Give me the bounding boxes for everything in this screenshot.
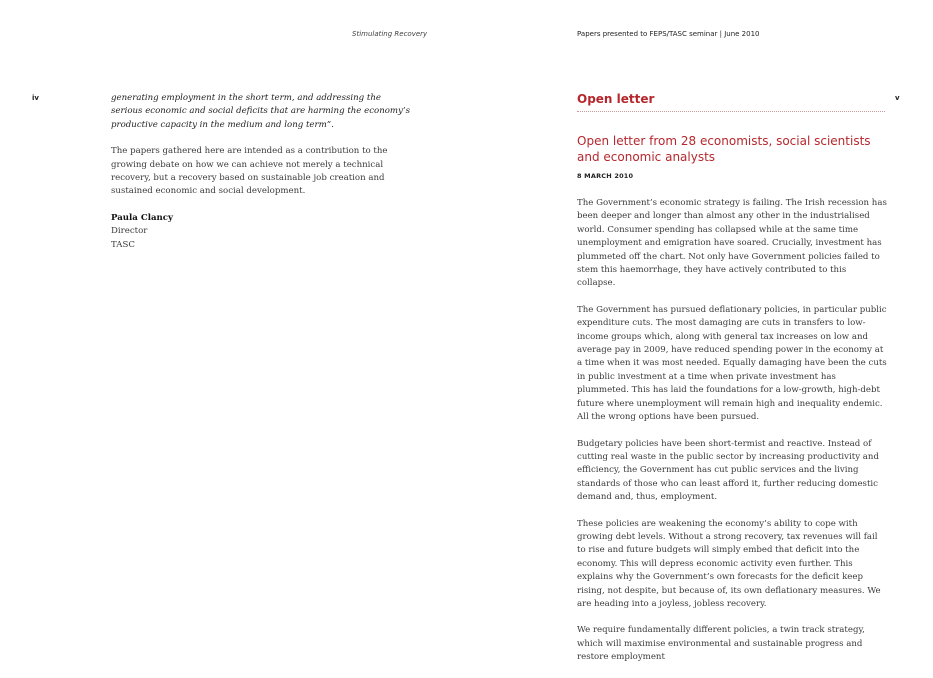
letter-paragraph: We require fundamentally different policies, a twin track strategy, which will maximise environmental and sustainable progress and restore employment	[577, 625, 865, 663]
letter-paragraph: The Government’s economic strategy is failing. The Irish recession has been deeper and longer than almost any other in the industrialised world. Consumer spending has collapsed while at the same time unemployment and emigration have soared. Crucially, investment has plummeted off the chart. Not only have Government policies failed to stem this haemorrhage, they have actively contributed to this collapse.	[577, 198, 887, 289]
letter-body	[577, 197, 887, 678]
quote-paragraph: generating employment in the short term, and addressing the serious economic and social deficits that are harming the economy’s productive capacity in the medium and long term”.	[111, 93, 411, 130]
letter-title: Open letter from 28 economists, social scientists and economic analysts	[577, 134, 871, 164]
section-title: Open letter	[577, 92, 885, 112]
page-number-right: v	[895, 94, 900, 102]
running-header-right: Papers presented to FEPS/TASC seminar | June 2010	[577, 30, 760, 38]
intro-paragraph: The papers gathered here are intended as a contribution to the growing debate on how we can achieve not merely a technical recovery, but a recovery based on sustainable job creation and sustained economic and social development.	[111, 146, 388, 197]
left-page-content	[111, 92, 411, 252]
signature-block	[111, 212, 411, 252]
signature-name: Paula Clancy	[111, 212, 174, 223]
signature-org: TASC	[111, 239, 135, 250]
letter-date: 8 MARCH 2010	[577, 172, 634, 180]
signature-role: Director	[111, 226, 148, 237]
letter-paragraph: Budgetary policies have been short-termist and reactive. Instead of cutting real waste in the public sector by increasing productivity and efficiency, the Government has cut public services and the living standards of those who can least afford it, further reducing domestic demand and, thus, employment.	[577, 438, 879, 503]
letter-paragraph: These policies are weakening the economy’s ability to cope with growing debt levels. Without a strong recovery, tax revenues will fail to rise and future budgets will simply embed that deficit into the economy. This will depress economic activity even further. This explains why the Government’s own forecasts for the deficit keep rising, not despite, but because of, its own deflationary measures. We are heading into a joyless, jobless recovery.	[577, 518, 881, 609]
letter-paragraph: The Government has pursued deflationary policies, in particular public expenditure cuts. The most damaging are cuts in transfers to low-income groups which, along with general tax increases on low and average pay in 2009, have reduced spending power in the economy at a time when it was most needed. Equally damaging have been the cuts in public investment at a time when private investment has plummeted. This has laid the foundations for a low-growth, high-debt future where unemployment will remain high and inequality endemic. All the wrong options have been pursued.	[577, 304, 887, 423]
page-number-left: iv	[32, 94, 39, 102]
running-header-left: Stimulating Recovery	[352, 30, 428, 38]
